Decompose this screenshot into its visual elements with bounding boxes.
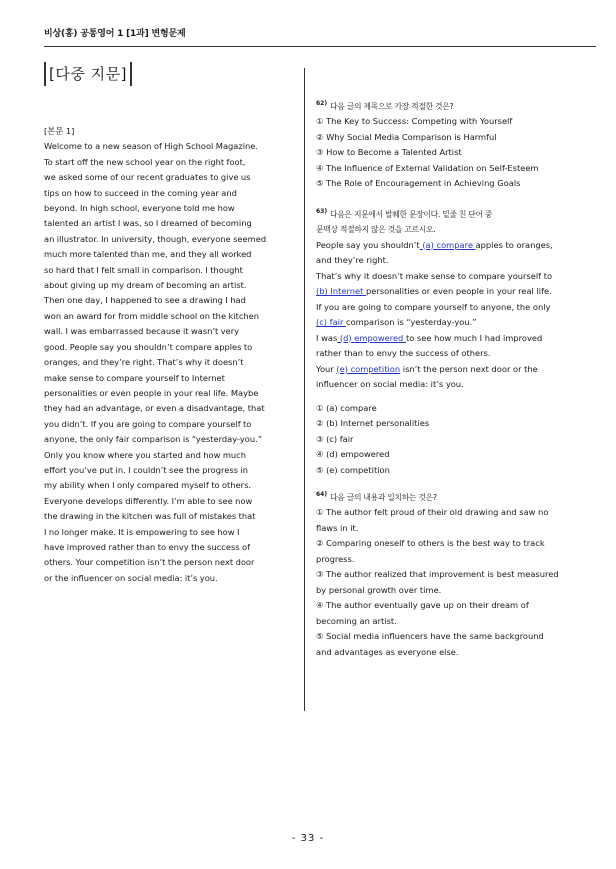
questions-column [316,96,560,670]
passage-text: Welcome to a new season of High School Magazine. To start off the new school year on the right foot, we asked some of our recent graduates to give us tips on how to succeed in the coming year and beyond. In high school, everyone told me how talented an artist I was, so I dreamed of becoming an illustrator. In university, though, everyone seemed much more talented than me, and they all worked so hard that I felt small in comparison. I thought about giving up my dream of becoming an artist. Then one day, I happened to see a drawing I had won an award for from middle school on the kitchen wall. I was embarrassed because it wasn’t very good. People say you shouldn’t compare apples to oranges, and they’re right. That’s why it doesn’t make sense to compare yourself to Internet personalities or even people in your real life. Maybe they had an advantage, or even a disadvantage, that you didn’t. If you are going to compare yourself to anyone, the only fair comparison is “yesterday-you.” Only you know where you started and how much effort you’ve put in. I couldn’t see the progress in my ability when I only compared myself to others. Everyone develops differently. I’m able to see now the drawing in the kitchen was full of mistakes that I no longer make. It is empowering to see how I have improved rather than to envy the success of others. Your competition isn’t the person next door or the influencer on social media: it’s you. [44,141,267,583]
excerpt-fragment: comparison is “yesterday-you.” [346,317,477,328]
question-prompt-line-2: 문맥상 적절하지 않은 것을 고르시오. [316,225,436,235]
excerpt-fragment: Your [316,363,337,374]
underlined-word-b: (b) Internet [316,286,366,297]
question-prompt: 다음 글의 내용과 일치하는 것은? [330,492,437,502]
excerpt-fragment: apples to oranges, and they’re right. [316,239,553,266]
column-divider [304,68,305,711]
question-62 [316,96,560,192]
excerpt-fragment: I was [316,332,338,343]
option-4: ④ The author eventually gave up on their dream of becoming an artist. [316,600,529,626]
page-header: 비상(홍) 공통영어 1 [1과] 변형문제 [44,29,186,39]
question-63-header [316,204,560,222]
option-3: ③ The author realized that improvement is best measured by personal growth over time. [316,569,559,595]
question-62-header [316,96,560,114]
option-2: ② Why Social Media Comparison is Harmful [316,131,497,142]
option-2: ② (b) Internet personalities [316,418,430,429]
question-63 [316,204,560,478]
option-1: ① The author felt proud of their old drawing and saw no flaws in it. [316,507,549,533]
section-title: [다중 지문] [44,62,132,86]
underlined-word-e: (e) competition [336,363,401,374]
page-number: - 33 - [291,833,325,844]
underlined-word-a: (a) compare [419,239,476,250]
excerpt-text [316,238,560,393]
option-4: ④ (d) empowered [316,449,390,460]
question-64-header [316,487,560,505]
underlined-word-d: (d) empowered [337,332,406,343]
underlined-word-c: (c) fair [316,317,347,328]
passage-label: [본문 1] [44,126,75,136]
excerpt-fragment: People say you shouldn’t [316,239,420,250]
option-3: ③ (c) fair [316,433,354,444]
excerpt-fragment: That’s why it doesn’t make sense to compare yourself to [316,270,553,281]
option-1: ① (a) compare [316,402,377,413]
excerpt-fragment: to see how much I had improved rather than to envy the success of others. [316,332,543,359]
passage-column [44,124,292,586]
header-divider [44,46,596,47]
option-5: ⑤ Social media influencers have the same background and advantages as everyone else. [316,631,544,657]
option-1: ① The Key to Success: Competing with Yourself [316,116,513,127]
option-5: ⑤ (e) competition [316,464,390,475]
question-64 [316,487,560,660]
question-number: 62) [316,100,328,107]
option-3: ③ How to Become a Talented Artist [316,147,462,158]
question-number: 63) [316,207,328,215]
option-4: ④ The Influence of External Validation on Self-Esteem [316,162,539,173]
option-5: ⑤ The Role of Encouragement in Achieving Goals [316,178,521,189]
excerpt-fragment: personalities or even people in your real life. [365,286,552,297]
excerpt-fragment: isn’t the person next door or the influencer on social media: it’s you. [316,363,538,390]
option-2: ② Comparing oneself to others is the best way to track progress. [316,538,545,564]
excerpt-fragment: If you are going to compare yourself to anyone, the only [316,301,551,312]
question-number: 64) [316,491,328,499]
question-prompt: 다음 글의 제목으로 가장 적절한 것은? [330,101,454,111]
question-prompt-line-1: 다음은 지문에서 발췌한 문장이다. 밑줄 친 단어 중 [330,209,493,219]
